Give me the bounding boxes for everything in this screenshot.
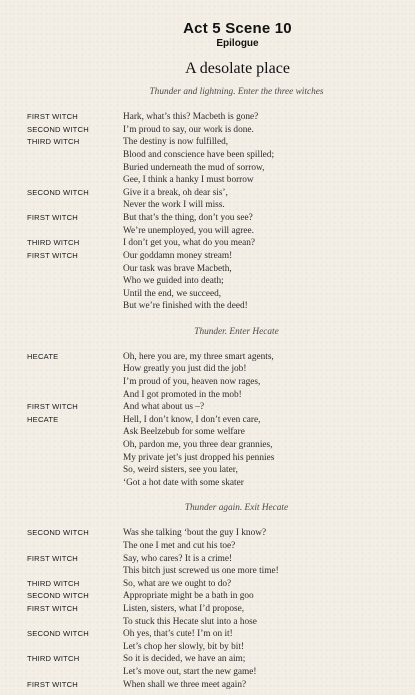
speaker-label: THIRD WITCH — [27, 578, 80, 588]
dialogue-line: Buried underneath the mud of sorrow, — [123, 162, 265, 173]
dialogue-row — [0, 603, 415, 616]
dialogue-row — [0, 351, 415, 364]
dialogue-row — [0, 263, 415, 276]
dialogue-line: This bitch just screwed us one more time! — [123, 566, 279, 577]
spacer-row — [0, 515, 415, 528]
dialogue-line: Until the end, we succeed, — [123, 288, 222, 299]
speaker-label: FIRST WITCH — [27, 112, 78, 122]
dialogue-line: Oh, here you are, my three smart agents, — [123, 351, 274, 362]
dialogue-line: Appropriate might be a bath in goo — [123, 591, 254, 602]
dialogue-line: Hark, what’s this? Macbeth is gone? — [123, 112, 259, 123]
stage-direction: Thunder and lightning. Enter the three witches — [149, 87, 324, 97]
dialogue-line: And I got promoted in the mob! — [123, 389, 242, 400]
dialogue-line: How greatly you just did the job! — [123, 364, 247, 375]
dialogue-line: We’re unemployed, you will agree. — [123, 225, 254, 236]
spacer-row — [0, 313, 415, 326]
spacer-row — [0, 338, 415, 351]
dialogue-line: So it is decided, we have an aim; — [123, 654, 246, 665]
dialogue-row — [0, 653, 415, 666]
speaker-label: HECATE — [27, 414, 59, 424]
dialogue-line: Ask Beelzebub for some welfare — [123, 427, 245, 438]
dialogue-row — [0, 212, 415, 225]
dialogue-line: Let’s chop her slowly, bit by bit! — [123, 641, 245, 652]
dialogue-line: I’m proud to say, our work is done. — [123, 124, 254, 135]
dialogue-line: And what about us –? — [123, 402, 205, 413]
dialogue-line: To stuck this Hecate slut into a hose — [123, 616, 257, 627]
dialogue-line: So, what are we ought to do? — [123, 578, 232, 589]
dialogue-row — [0, 401, 415, 414]
dialogue-row — [0, 111, 415, 124]
speaker-label: SECOND WITCH — [27, 591, 89, 601]
dialogue-row — [0, 578, 415, 591]
dialogue-row — [0, 464, 415, 477]
dialogue-line: Say, who cares? It is a crime! — [123, 553, 233, 564]
dialogue-row — [0, 250, 415, 263]
speaker-label: THIRD WITCH — [27, 137, 80, 147]
stage-direction-row — [0, 502, 415, 515]
dialogue-line: Oh, pardon me, you three dear grannies, — [123, 440, 273, 451]
dialogue-line: Oh yes, that’s cute! I’m on it! — [123, 629, 233, 640]
dialogue-line: ‘Got a hot date with some skater — [123, 477, 244, 488]
speaker-label: THIRD WITCH — [27, 238, 80, 248]
dialogue-row — [0, 225, 415, 238]
dialogue-line: Who we guided into death; — [123, 276, 224, 287]
stage-direction: Thunder. Enter Hecate — [194, 326, 279, 337]
dialogue-row — [0, 389, 415, 402]
speaker-label: FIRST WITCH — [27, 213, 78, 223]
speaker-label: SECOND WITCH — [27, 629, 89, 639]
dialogue-row — [0, 300, 415, 313]
dialogue-row — [0, 679, 415, 692]
dialogue-row — [0, 666, 415, 679]
speaker-label: FIRST WITCH — [27, 603, 78, 613]
spacer-row — [0, 99, 415, 112]
act-scene-title: Act 5 Scene 10 — [183, 20, 292, 37]
dialogue-row — [0, 565, 415, 578]
dialogue-row — [0, 149, 415, 162]
dialogue-row — [0, 414, 415, 427]
dialogue-row — [0, 628, 415, 641]
dialogue-row — [0, 553, 415, 566]
dialogue-line: I’m proud of you, heaven now rages, — [123, 377, 261, 388]
speaker-label: THIRD WITCH — [27, 654, 80, 664]
dialogue-row — [0, 527, 415, 540]
dialogue-line: Was she talking ‘bout the guy I know? — [123, 528, 267, 539]
scene-subtitle: Epilogue — [216, 38, 259, 49]
dialogue-row — [0, 237, 415, 250]
dialogue-line: The one I met and cut his toe? — [123, 540, 236, 551]
dialogue-line: The destiny is now fulfilled, — [123, 137, 229, 148]
dialogue-row — [0, 540, 415, 553]
speaker-label: SECOND WITCH — [27, 124, 89, 134]
dialogue-row — [0, 363, 415, 376]
dialogue-row — [0, 136, 415, 149]
dialogue-line: So, weird sisters, see you later, — [123, 465, 238, 476]
dialogue-row — [0, 590, 415, 603]
dialogue-row — [0, 187, 415, 200]
stage-direction-row — [0, 86, 415, 99]
dialogue-row — [0, 376, 415, 389]
speaker-label: FIRST WITCH — [27, 679, 78, 689]
dialogue-row — [0, 288, 415, 301]
dialogue-row — [0, 199, 415, 212]
stage-direction-row — [0, 326, 415, 339]
dialogue-row — [0, 275, 415, 288]
dialogue-row — [0, 452, 415, 465]
dialogue-line: Let’s move out, start the new game! — [123, 667, 257, 678]
spacer-row — [0, 490, 415, 503]
speaker-label: FIRST WITCH — [27, 553, 78, 563]
dialogue-row — [0, 477, 415, 490]
stage-direction: Thunder again. Exit Hecate — [184, 503, 289, 514]
dialogue-row — [0, 162, 415, 175]
speaker-label: SECOND WITCH — [27, 528, 89, 538]
dialogue-line: Our goddamn money stream! — [123, 250, 233, 261]
dialogue-line: Never the work I will miss. — [123, 200, 225, 211]
dialogue-line: Gee, I think a hanky I must borrow — [123, 175, 254, 186]
speaker-label: FIRST WITCH — [27, 402, 78, 412]
dialogue-line: My private jet’s just dropped his pennies — [123, 452, 275, 463]
dialogue-line: Hell, I don’t know, I don’t even care, — [123, 414, 261, 425]
dialogue-line: Our task was brave Macbeth, — [123, 263, 232, 274]
speaker-label: SECOND WITCH — [27, 187, 89, 197]
dialogue-row — [0, 426, 415, 439]
dialogue-line: Listen, sisters, what I’d propose, — [123, 603, 245, 614]
script-body — [0, 86, 415, 691]
dialogue-row — [0, 439, 415, 452]
speaker-label: FIRST WITCH — [27, 250, 78, 260]
dialogue-line: When shall we three meet again? — [123, 679, 247, 690]
dialogue-line: Blood and conscience have been spilled; — [123, 150, 275, 161]
dialogue-row — [0, 174, 415, 187]
dialogue-row — [0, 124, 415, 137]
dialogue-row — [0, 616, 415, 629]
setting-heading: A desolate place — [185, 60, 290, 77]
dialogue-line: Give it a break, oh dear sis’, — [123, 187, 228, 198]
dialogue-line: But that’s the thing, don’t you see? — [123, 213, 253, 224]
dialogue-row — [0, 641, 415, 654]
dialogue-line: I don’t get you, what do you mean? — [123, 238, 256, 249]
speaker-label: HECATE — [27, 351, 59, 361]
dialogue-line: But we’re finished with the deed! — [123, 301, 248, 312]
